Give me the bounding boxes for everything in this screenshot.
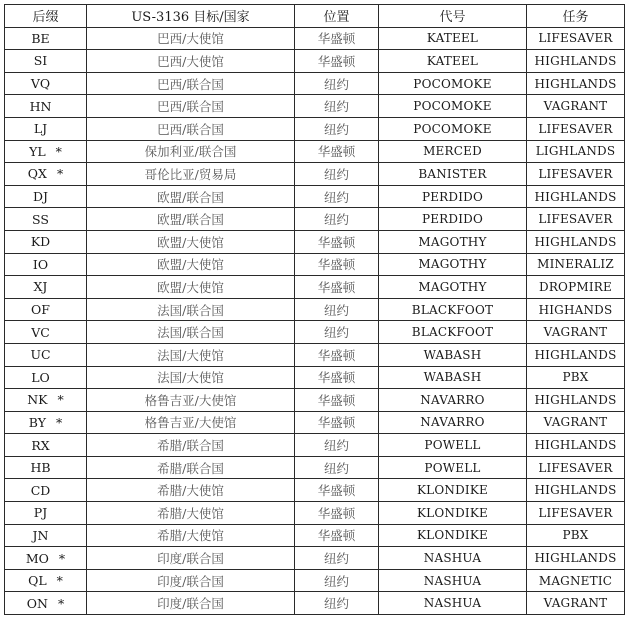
- table-row: [5, 456, 625, 479]
- table-row: [5, 72, 625, 95]
- cell-suffix: [5, 208, 87, 231]
- table-row: [5, 592, 625, 615]
- cell-location: 华盛顿: [295, 411, 379, 434]
- cell-location: 华盛顿: [295, 276, 379, 299]
- suffix-code: DJ: [32, 189, 49, 205]
- suffix-code: LJ: [33, 121, 48, 137]
- cell-codename: KATEEL: [379, 50, 527, 73]
- table-row: [5, 185, 625, 208]
- cell-mission: HIGHLANDS: [527, 72, 625, 95]
- cell-target: 欧盟/联合国: [87, 208, 295, 231]
- cell-suffix: [5, 389, 87, 412]
- cell-mission: HIGHLANDS: [527, 389, 625, 412]
- suffix-code: QL: [28, 573, 47, 589]
- cell-location: 华盛顿: [295, 343, 379, 366]
- table-row: [5, 321, 625, 344]
- cell-location: 纽约: [295, 592, 379, 615]
- cell-mission: HIGHLANDS: [527, 434, 625, 457]
- cell-mission: HIGHLANDS: [527, 479, 625, 502]
- cell-suffix: [5, 117, 87, 140]
- table-container: [4, 4, 625, 615]
- cell-location: 纽约: [295, 72, 379, 95]
- table-row: [5, 117, 625, 140]
- cell-suffix: [5, 434, 87, 457]
- cell-codename: NASHUA: [379, 592, 527, 615]
- cell-codename: POWELL: [379, 434, 527, 457]
- cell-suffix: [5, 185, 87, 208]
- cell-suffix: [5, 569, 87, 592]
- suffix-code: VQ: [30, 76, 51, 92]
- target-table: [4, 4, 625, 615]
- cell-suffix: [5, 343, 87, 366]
- cell-suffix: [5, 366, 87, 389]
- table-row: [5, 411, 625, 434]
- suffix-code: VC: [31, 324, 50, 340]
- table-row: [5, 569, 625, 592]
- cell-target: 希腊/大使馆: [87, 524, 295, 547]
- cell-target: 希腊/大使馆: [87, 479, 295, 502]
- cell-mission: LIFESAVER: [527, 163, 625, 186]
- cell-codename: KLONDIKE: [379, 479, 527, 502]
- cell-codename: POCOMOKE: [379, 117, 527, 140]
- cell-target: 巴西/大使馆: [87, 27, 295, 50]
- header-mission: 任务: [527, 5, 625, 28]
- table-row: [5, 276, 625, 299]
- table-row: [5, 502, 625, 525]
- table-row: [5, 479, 625, 502]
- cell-codename: PERDIDO: [379, 208, 527, 231]
- suffix-code: JN: [32, 527, 49, 543]
- cell-mission: HIGHLANDS: [527, 230, 625, 253]
- cell-suffix: [5, 276, 87, 299]
- table-row: [5, 140, 625, 163]
- cell-mission: HIGHLANDS: [527, 50, 625, 73]
- cell-suffix: [5, 72, 87, 95]
- cell-mission: LIFESAVER: [527, 117, 625, 140]
- cell-mission: MINERALIZ: [527, 253, 625, 276]
- suffix-code: SS: [32, 211, 49, 227]
- cell-codename: WABASH: [379, 343, 527, 366]
- header-target: US-3136 目标/国家: [87, 5, 295, 28]
- cell-codename: POCOMOKE: [379, 72, 527, 95]
- table-row: [5, 208, 625, 231]
- suffix-code: IO: [32, 256, 49, 272]
- cell-mission: HIGHLANDS: [527, 547, 625, 570]
- cell-suffix: [5, 321, 87, 344]
- asterisk-mark: *: [56, 166, 64, 182]
- suffix-code: PJ: [33, 505, 48, 521]
- cell-codename: MAGOTHY: [379, 253, 527, 276]
- cell-suffix: [5, 502, 87, 525]
- cell-suffix: [5, 547, 87, 570]
- header-location: 位置: [295, 5, 379, 28]
- cell-location: 纽约: [295, 547, 379, 570]
- cell-target: 欧盟/大使馆: [87, 276, 295, 299]
- cell-target: 保加利亚/联合国: [87, 140, 295, 163]
- cell-mission: HIGHANDS: [527, 298, 625, 321]
- cell-target: 欧盟/联合国: [87, 185, 295, 208]
- asterisk-mark: *: [58, 550, 66, 566]
- cell-target: 希腊/联合国: [87, 434, 295, 457]
- cell-location: 纽约: [295, 208, 379, 231]
- table-row: [5, 230, 625, 253]
- cell-mission: MAGNETIC: [527, 569, 625, 592]
- table-row: [5, 95, 625, 118]
- cell-location: 华盛顿: [295, 502, 379, 525]
- suffix-code: SI: [33, 53, 48, 69]
- table-row: [5, 434, 625, 457]
- cell-mission: LIFESAVER: [527, 456, 625, 479]
- cell-suffix: [5, 163, 87, 186]
- cell-suffix: [5, 50, 87, 73]
- cell-target: 印度/联合国: [87, 592, 295, 615]
- cell-location: 纽约: [295, 185, 379, 208]
- cell-target: 法国/大使馆: [87, 343, 295, 366]
- cell-location: 纽约: [295, 117, 379, 140]
- suffix-code: ON: [26, 595, 48, 611]
- cell-target: 巴西/大使馆: [87, 50, 295, 73]
- cell-location: 纽约: [295, 298, 379, 321]
- asterisk-mark: *: [57, 595, 65, 611]
- cell-suffix: [5, 140, 87, 163]
- cell-target: 巴西/联合国: [87, 95, 295, 118]
- suffix-code: HB: [30, 460, 51, 476]
- cell-codename: KATEEL: [379, 27, 527, 50]
- cell-target: 格鲁吉亚/大使馆: [87, 389, 295, 412]
- cell-codename: WABASH: [379, 366, 527, 389]
- table-row: [5, 253, 625, 276]
- table-row: [5, 366, 625, 389]
- cell-target: 巴西/联合国: [87, 72, 295, 95]
- cell-codename: NAVARRO: [379, 411, 527, 434]
- suffix-code: MO: [25, 550, 49, 566]
- suffix-code: YL: [29, 143, 46, 159]
- cell-location: 华盛顿: [295, 389, 379, 412]
- cell-codename: NASHUA: [379, 569, 527, 592]
- table-row: [5, 547, 625, 570]
- cell-codename: MERCED: [379, 140, 527, 163]
- cell-mission: VAGRANT: [527, 411, 625, 434]
- suffix-code: NK: [27, 392, 48, 408]
- cell-mission: LIFESAVER: [527, 208, 625, 231]
- cell-mission: VAGRANT: [527, 321, 625, 344]
- suffix-code: XJ: [33, 279, 48, 295]
- cell-suffix: [5, 230, 87, 253]
- cell-location: 纽约: [295, 95, 379, 118]
- cell-target: 格鲁吉亚/大使馆: [87, 411, 295, 434]
- cell-suffix: [5, 456, 87, 479]
- cell-target: 印度/联合国: [87, 569, 295, 592]
- cell-target: 法国/联合国: [87, 321, 295, 344]
- header-suffix: 后缀: [5, 5, 87, 28]
- cell-codename: NAVARRO: [379, 389, 527, 412]
- cell-mission: LIFESAVER: [527, 27, 625, 50]
- cell-codename: BLACKFOOT: [379, 298, 527, 321]
- asterisk-mark: *: [57, 392, 64, 408]
- suffix-code: BY: [28, 414, 46, 430]
- table-row: [5, 389, 625, 412]
- cell-location: 纽约: [295, 569, 379, 592]
- cell-mission: HIGHLANDS: [527, 185, 625, 208]
- cell-location: 华盛顿: [295, 50, 379, 73]
- cell-mission: HIGHLANDS: [527, 343, 625, 366]
- cell-codename: BANISTER: [379, 163, 527, 186]
- suffix-code: OF: [31, 302, 50, 318]
- cell-target: 欧盟/大使馆: [87, 253, 295, 276]
- cell-location: 纽约: [295, 434, 379, 457]
- cell-mission: PBX: [527, 524, 625, 547]
- cell-codename: NASHUA: [379, 547, 527, 570]
- cell-codename: MAGOTHY: [379, 230, 527, 253]
- cell-codename: PERDIDO: [379, 185, 527, 208]
- suffix-code: LO: [31, 369, 50, 385]
- cell-codename: POCOMOKE: [379, 95, 527, 118]
- cell-target: 法国/大使馆: [87, 366, 295, 389]
- cell-suffix: [5, 253, 87, 276]
- table-row: [5, 163, 625, 186]
- cell-suffix: [5, 592, 87, 615]
- cell-suffix: [5, 479, 87, 502]
- cell-location: 华盛顿: [295, 479, 379, 502]
- cell-location: 纽约: [295, 456, 379, 479]
- cell-mission: VAGRANT: [527, 592, 625, 615]
- cell-target: 希腊/大使馆: [87, 502, 295, 525]
- cell-mission: VAGRANT: [527, 95, 625, 118]
- cell-target: 希腊/联合国: [87, 456, 295, 479]
- suffix-code: HN: [29, 98, 52, 114]
- cell-suffix: [5, 524, 87, 547]
- header-codename: 代号: [379, 5, 527, 28]
- suffix-code: KD: [30, 234, 51, 250]
- cell-target: 哥伦比亚/贸易局: [87, 163, 295, 186]
- cell-location: 纽约: [295, 321, 379, 344]
- header-row: [5, 5, 625, 28]
- cell-target: 印度/联合国: [87, 547, 295, 570]
- cell-codename: KLONDIKE: [379, 502, 527, 525]
- cell-suffix: [5, 27, 87, 50]
- asterisk-mark: *: [55, 414, 63, 430]
- cell-target: 法国/联合国: [87, 298, 295, 321]
- cell-location: 纽约: [295, 163, 379, 186]
- table-row: [5, 27, 625, 50]
- cell-target: 巴西/联合国: [87, 117, 295, 140]
- table-row: [5, 298, 625, 321]
- cell-location: 华盛顿: [295, 524, 379, 547]
- table-row: [5, 524, 625, 547]
- asterisk-mark: *: [56, 573, 63, 589]
- suffix-code: BE: [31, 30, 50, 46]
- cell-location: 华盛顿: [295, 253, 379, 276]
- cell-codename: BLACKFOOT: [379, 321, 527, 344]
- cell-codename: POWELL: [379, 456, 527, 479]
- suffix-code: UC: [30, 347, 51, 363]
- cell-mission: LIGHLANDS: [527, 140, 625, 163]
- cell-suffix: [5, 298, 87, 321]
- suffix-code: QX: [27, 166, 47, 182]
- cell-mission: LIFESAVER: [527, 502, 625, 525]
- cell-codename: KLONDIKE: [379, 524, 527, 547]
- cell-mission: DROPMIRE: [527, 276, 625, 299]
- cell-mission: PBX: [527, 366, 625, 389]
- cell-location: 华盛顿: [295, 230, 379, 253]
- suffix-code: RX: [31, 437, 50, 453]
- suffix-code: CD: [30, 482, 51, 498]
- cell-target: 欧盟/大使馆: [87, 230, 295, 253]
- table-row: [5, 50, 625, 73]
- cell-codename: MAGOTHY: [379, 276, 527, 299]
- cell-suffix: [5, 95, 87, 118]
- asterisk-mark: *: [55, 143, 62, 159]
- cell-suffix: [5, 411, 87, 434]
- table-row: [5, 343, 625, 366]
- cell-location: 华盛顿: [295, 140, 379, 163]
- table-body: [5, 27, 625, 614]
- cell-location: 华盛顿: [295, 27, 379, 50]
- cell-location: 华盛顿: [295, 366, 379, 389]
